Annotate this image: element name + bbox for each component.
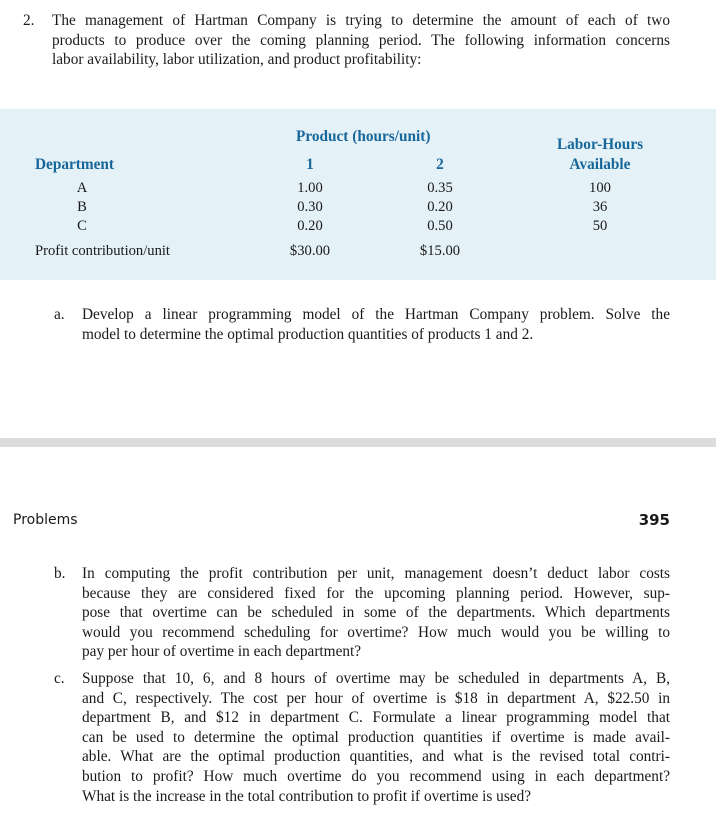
product2-column [415,179,465,236]
department-header: Department [35,156,115,173]
labor-hours-cell: 50 [592,218,608,234]
part-c-line: and C, respectively. The cost per hour of overtime is $18 in department A, $22.50 in [82,689,670,707]
data-table [0,109,716,280]
part-c-line: bution to profit? How much overtime do you recommend using in each department? [82,767,670,785]
product1-column [285,179,335,236]
part-c-line: department B, and $12 in department C. Formulate a linear programming model that [82,709,670,727]
product2-cell: 0.35 [427,180,453,196]
profit-product1: $30.00 [289,243,331,259]
labor-hours-column [578,179,622,236]
page-number: 395 [638,511,670,529]
part-b-line: would you recommend scheduling for overtime? How much would you be willing to [82,623,670,641]
part-c-label: c. [54,670,65,687]
labor-hours-cell: 100 [589,180,611,196]
department-cell: B [77,199,87,215]
profit-label: Profit contribution/unit [35,243,170,259]
part-b-label: b. [54,565,66,582]
part-b-line: because they are considered fixed for the upcoming planning period. However, sup- [82,584,670,602]
part-c-line: Suppose that 10, 6, and 8 hours of overtime may be scheduled in departments A, B, [82,670,670,687]
labor-header-line1: Labor-Hours [556,136,644,153]
product1-cell: 0.20 [297,218,323,234]
product1-cell: 0.30 [297,199,323,215]
product-header: Product (hours/unit) [296,128,431,145]
running-head-label: Problems [13,512,78,528]
part-b-line: pose that overtime can be scheduled in some of the departments. Which departments [82,604,670,622]
department-cell: A [76,180,88,196]
part-a-line: model to determine the optimal production quantities of products 1 and 2. [82,325,534,343]
product-column-1: 1 [306,156,314,173]
product2-cell: 0.20 [427,199,453,215]
part-c-line: can be used to determine the optimal production quantities if overtime is made avail- [82,728,670,746]
part-c-text [82,669,670,806]
labor-header-line2: Available [569,156,631,173]
problem-line: labor availability, labor utilization, and product profitability: [52,51,422,69]
part-c-line: able. What are the optimal production quantities, and what is the revised total contri- [82,748,670,766]
problem-line: The management of Hartman Company is trying to determine the amount of each of two [52,12,670,29]
part-a-line: Develop a linear programming model of the Hartman Company problem. Solve the [82,306,670,323]
labor-hours-cell: 36 [592,199,608,215]
problem-text [52,11,670,70]
part-b-text [82,564,670,662]
product2-cell: 0.50 [427,218,453,234]
page-separator [0,438,716,447]
profit-product2: $15.00 [419,243,461,259]
part-a-label: a. [54,306,65,323]
product-column-2: 2 [436,156,444,173]
part-c-line: What is the increase in the total contribution to profit if overtime is used? [82,787,532,805]
department-column [70,179,94,236]
product1-cell: 1.00 [297,180,323,196]
problem-line: products to produce over the coming planning period. The following information concerns [52,31,670,49]
problem-number: 2. [23,12,35,29]
part-b-line: In computing the profit contribution per unit, management doesn’t deduct labor costs [82,565,670,582]
part-a-text [82,305,670,344]
part-b-line: pay per hour of overtime in each department? [82,643,362,661]
department-cell: C [77,218,87,234]
